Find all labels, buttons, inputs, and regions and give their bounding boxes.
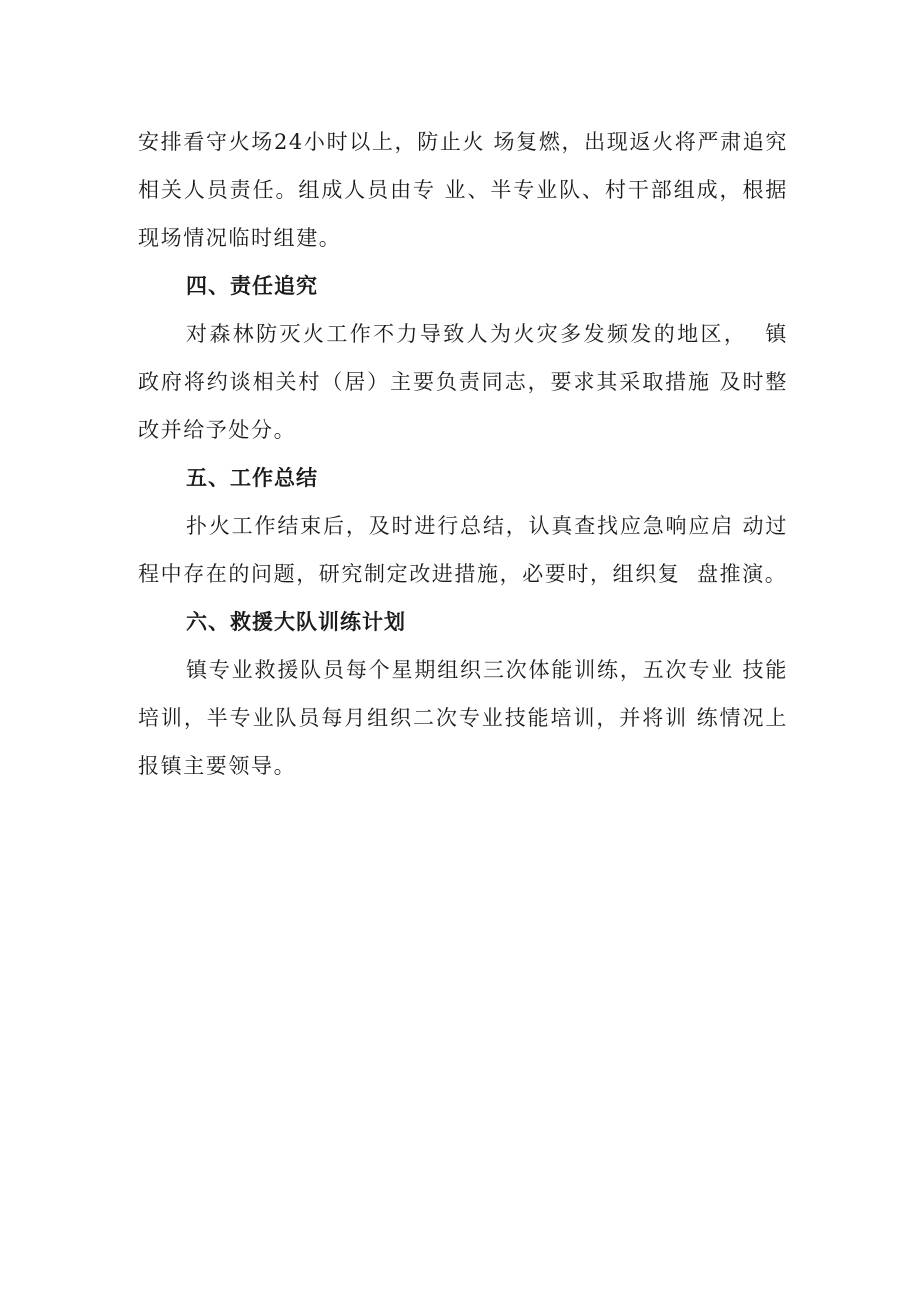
paragraph-fire-watch: 安排看守火场24小时以上，防止火 场复燃，出现返火将严肃追究相关人员责任。组成人员由专 业、半专业队、村干部组成，根据现场情况临时组建。	[138, 130, 788, 250]
document-body	[138, 118, 788, 790]
section-heading-work-summary: 五、工作总结	[186, 466, 318, 490]
paragraph-training-plan: 镇专业救援队员每个星期组织三次体能训练，五次专业 技能培训，半专业队员每月组织二次专业技能培训，并将训 练情况上报镇主要领导。	[138, 658, 788, 778]
paragraph-work-summary: 扑火工作结束后，及时进行总结，认真查找应急响应启 动过程中存在的问题，研究制定改进措施，必要时，组织复 盘推演。	[138, 514, 788, 586]
paragraph-accountability: 对森林防灭火工作不力导致人为火灾多发频发的地区， 镇政府将约谈相关村（居）主要负责同志，要求其采取措施 及时整改并给予处分。	[138, 322, 788, 442]
section-heading-accountability: 四、责任追究	[186, 274, 318, 298]
section-heading-training-plan: 六、救援大队训练计划	[186, 610, 406, 634]
